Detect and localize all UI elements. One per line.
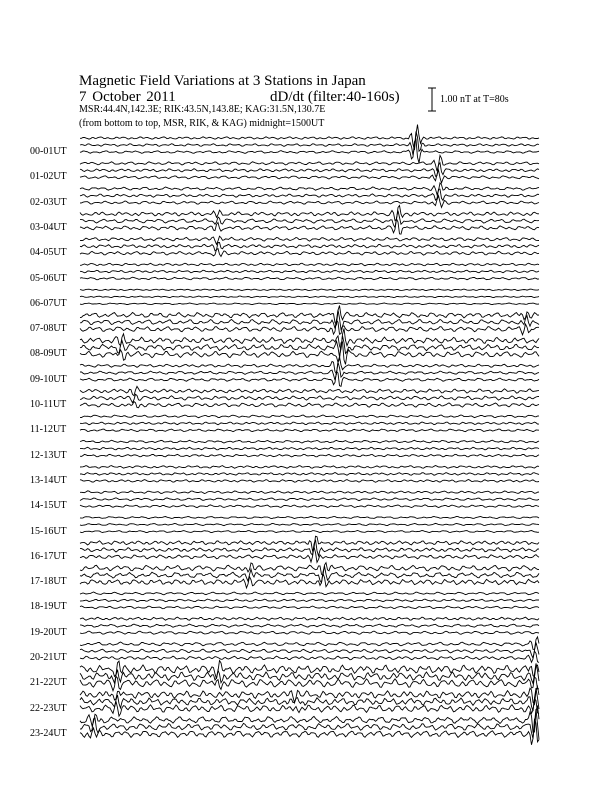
- trace-line: [80, 651, 539, 662]
- hour-label: 16-17UT: [30, 550, 67, 562]
- trace-line: [80, 249, 539, 257]
- trace-line: [80, 480, 539, 483]
- hour-label: 03-04UT: [30, 221, 67, 233]
- trace-line: [80, 624, 539, 627]
- trace-line: [80, 270, 539, 273]
- hour-label: 04-05UT: [30, 247, 67, 259]
- trace-line: [80, 617, 539, 620]
- trace-line: [80, 206, 539, 221]
- trace-line: [80, 394, 539, 402]
- trace-line: [80, 372, 539, 387]
- trace-line: [80, 189, 539, 200]
- trace-line: [80, 320, 539, 335]
- trace-line: [80, 263, 539, 266]
- hour-label: 06-07UT: [30, 297, 67, 309]
- hour-label: 11-12UT: [30, 424, 67, 436]
- hour-label: 01-02UT: [30, 171, 67, 183]
- trace-line: [80, 386, 539, 395]
- trace-line: [80, 422, 539, 425]
- trace-line: [80, 429, 539, 432]
- trace-line: [80, 440, 539, 443]
- hour-label: 18-19UT: [30, 601, 67, 613]
- trace-line: [80, 447, 539, 450]
- hour-label: 05-06UT: [30, 272, 67, 284]
- trace-line: [80, 454, 539, 457]
- trace-line: [80, 415, 539, 418]
- trace-line: [80, 277, 539, 280]
- trace-line: [80, 631, 539, 634]
- trace-line: [80, 516, 539, 518]
- trace-line: [80, 303, 539, 305]
- trace-line: [80, 296, 539, 298]
- trace-line: [80, 676, 539, 690]
- hour-label: 12-13UT: [30, 449, 67, 461]
- trace-line: [80, 243, 539, 251]
- trace-line: [80, 599, 539, 602]
- hour-label: 20-21UT: [30, 652, 67, 663]
- chart-title: Magnetic Field Variations at 3 Stations in Japan: [79, 73, 366, 89]
- trace-line: [80, 466, 539, 469]
- hour-label: 15-16UT: [30, 525, 67, 537]
- hour-label: 17-18UT: [30, 576, 67, 588]
- trace-line: [80, 236, 539, 244]
- hour-label: 09-10UT: [30, 373, 67, 385]
- chart-date: 7 October 2011: [79, 89, 176, 105]
- hour-label: 21-22UT: [30, 677, 67, 689]
- trace-line: [80, 170, 539, 183]
- trace-line: [80, 606, 539, 609]
- trace-line: [80, 505, 539, 508]
- trace-line: [80, 637, 539, 650]
- hour-label: 02-03UT: [30, 196, 67, 208]
- trace-line: [80, 310, 539, 330]
- trace-line: [80, 523, 539, 525]
- trace-line: [80, 706, 539, 733]
- hour-label: 23-24UT: [30, 727, 67, 739]
- station-order-note: (from bottom to top, MSR, RIK, & KAG) midnight=1500UT: [79, 118, 325, 129]
- trace-line: [80, 155, 539, 171]
- hour-label: 08-09UT: [30, 348, 67, 360]
- trace-line: [80, 498, 539, 501]
- trace-line: [80, 473, 539, 476]
- hour-label: 07-08UT: [30, 323, 67, 335]
- hour-label: 13-14UT: [30, 474, 67, 486]
- trace-line: [80, 491, 539, 494]
- filter-label: dD/dt (filter:40-160s): [270, 89, 400, 105]
- hour-label: 19-20UT: [30, 626, 67, 638]
- scale-bar: [428, 88, 436, 111]
- trace-line: [80, 183, 539, 195]
- hour-label: 14-15UT: [30, 500, 67, 512]
- hour-label: 22-23UT: [30, 702, 67, 714]
- trace-group: [80, 125, 539, 745]
- trace-line: [80, 163, 539, 177]
- trace-line: [80, 402, 539, 408]
- trace-line: [80, 289, 539, 290]
- trace-line: [80, 139, 539, 163]
- trace-line: [80, 592, 539, 595]
- scale-bar-label: 1.00 nT at T=80s: [440, 94, 509, 105]
- trace-line: [80, 196, 539, 208]
- station-coordinates: MSR:44.4N,142.3E; RIK:43.5N,143.8E; KAG:31.5N,130.7E: [79, 104, 326, 115]
- hour-label: 00-01UT: [30, 146, 67, 157]
- trace-line: [80, 531, 539, 533]
- hour-label: 10-11UT: [30, 399, 67, 410]
